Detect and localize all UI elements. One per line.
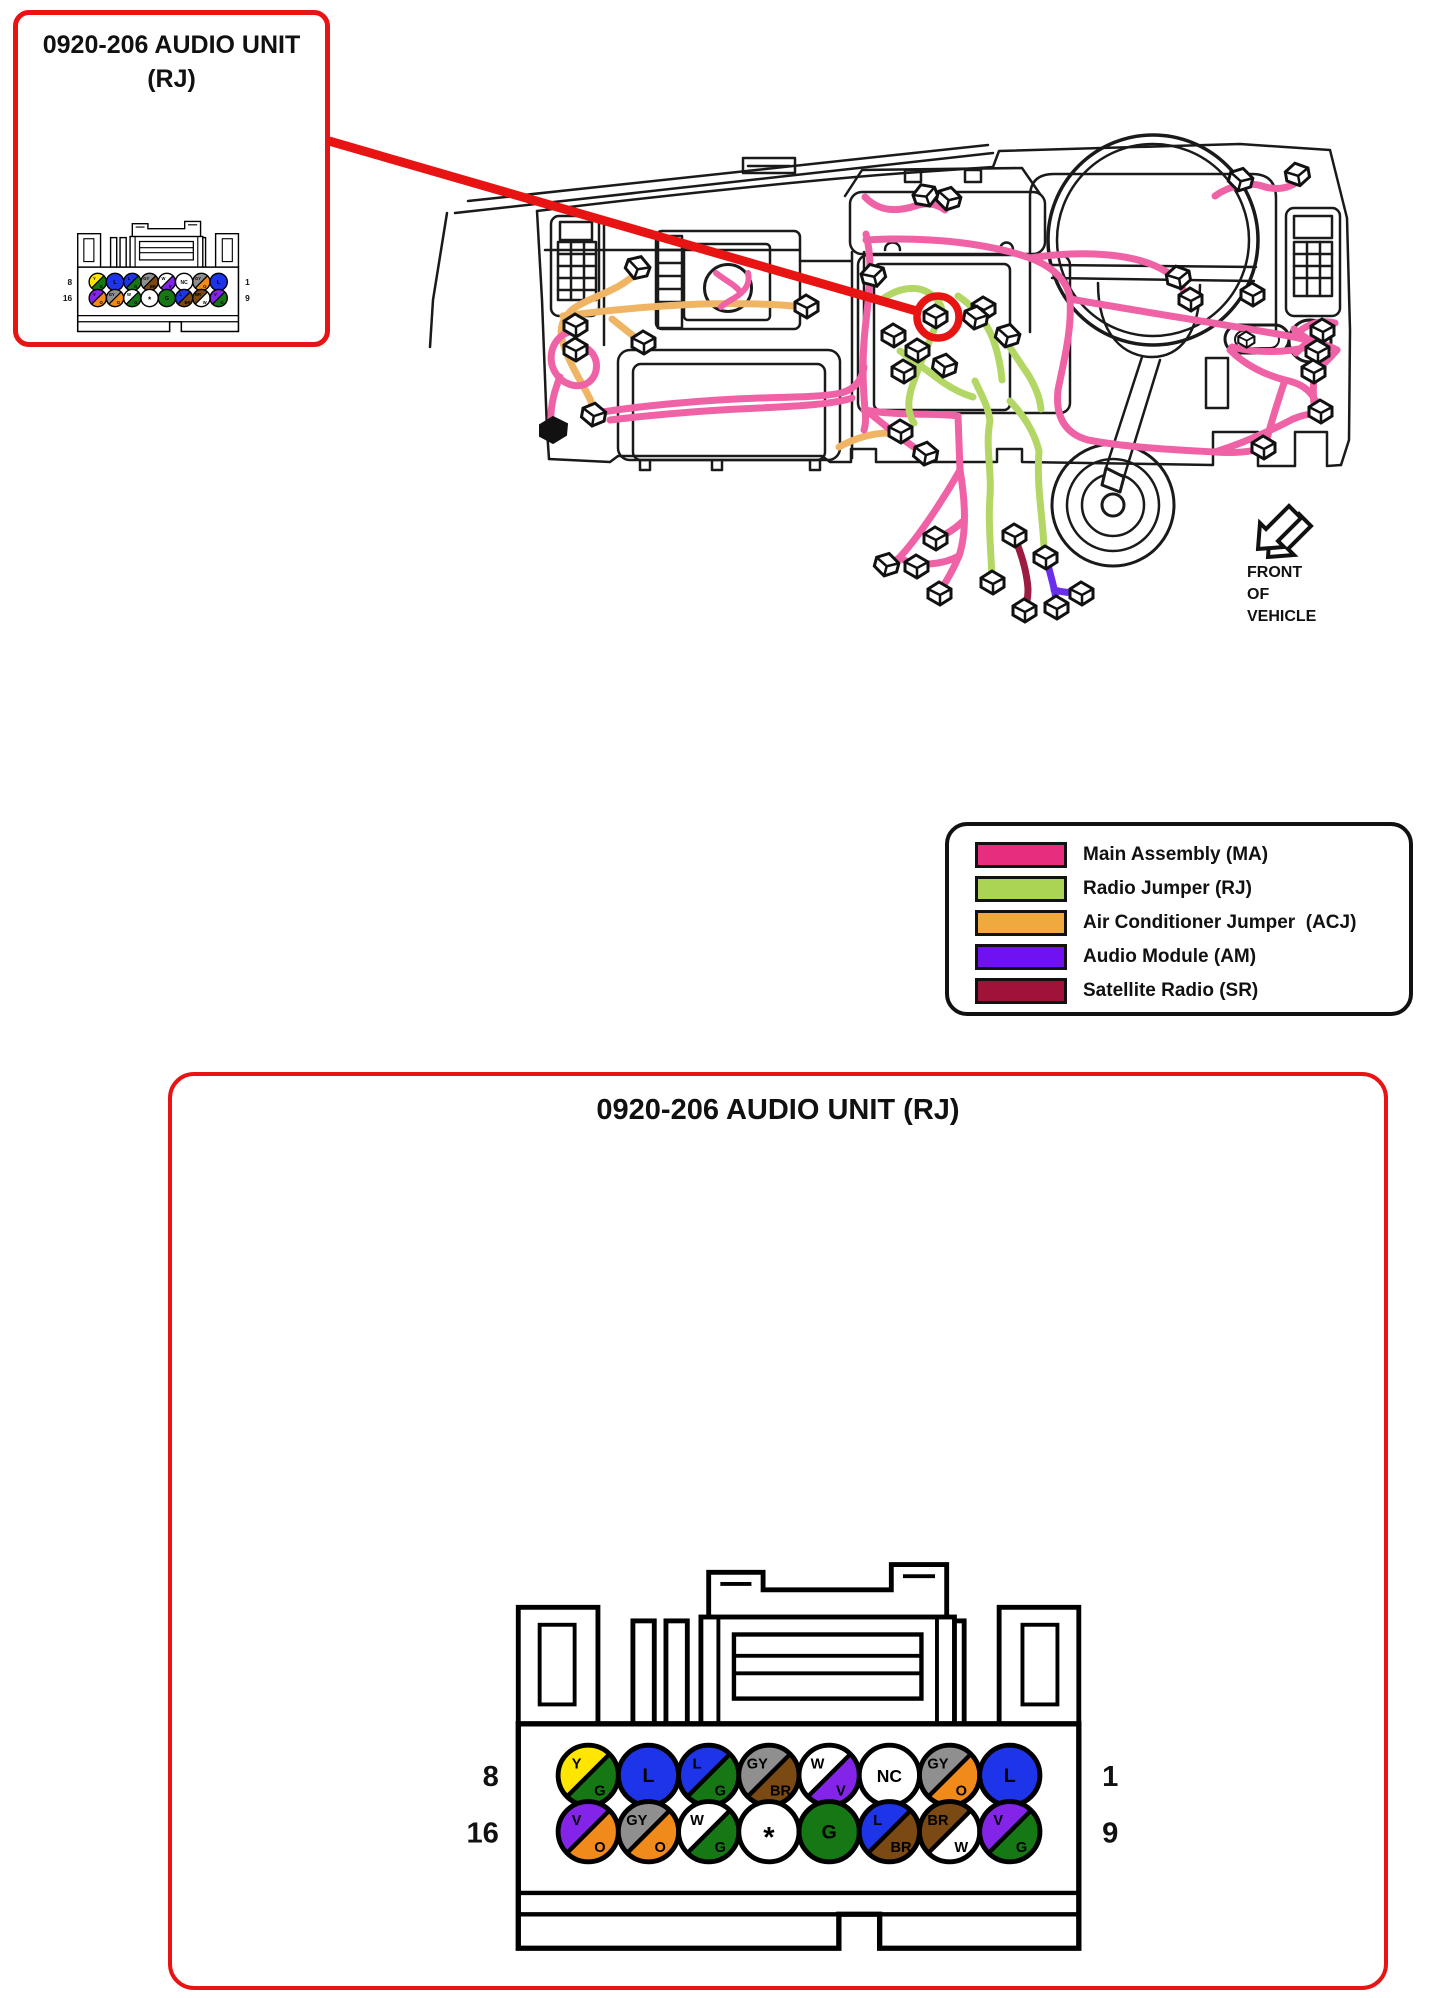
svg-text:L: L (873, 1812, 883, 1829)
svg-text:W: W (690, 1812, 704, 1829)
legend-label: Radio Jumper (RJ) (1083, 878, 1252, 899)
legend-swatch-main-assembly (975, 842, 1067, 868)
legend-swatch-satellite-radio (975, 978, 1067, 1004)
legend-item (975, 872, 1409, 906)
legend-swatch-air-conditioner-jumper (975, 910, 1067, 936)
svg-text:BR: BR (149, 283, 156, 289)
wire-satellite-radio (1016, 541, 1028, 608)
legend-swatch-radio-jumper (975, 876, 1067, 902)
harness-legend (945, 822, 1413, 1016)
svg-text:GY: GY (927, 1756, 949, 1773)
connector-pin (859, 1745, 919, 1805)
svg-text:O: O (594, 1840, 606, 1857)
svg-text:V: V (93, 292, 96, 298)
pin-row-number: 1 (245, 276, 250, 287)
svg-text:V: V (168, 283, 172, 289)
svg-text:BR: BR (890, 1840, 912, 1857)
svg-text:Y: Y (93, 275, 96, 281)
pin-row-number: 9 (245, 293, 250, 304)
svg-text:O: O (955, 1783, 967, 1800)
pin-row-number: 9 (1102, 1817, 1119, 1850)
svg-text:Y: Y (571, 1756, 582, 1773)
pin-row-number: 16 (466, 1817, 499, 1850)
svg-text:NC: NC (876, 1766, 902, 1787)
connector-pin (799, 1802, 859, 1862)
svg-text:G: G (164, 296, 170, 303)
svg-text:O: O (116, 299, 121, 305)
svg-text:G: G (220, 299, 224, 305)
svg-text:G: G (821, 1821, 837, 1844)
svg-text:BR: BR (184, 299, 191, 305)
pin-row-number: 1 (1102, 1761, 1119, 1794)
connector-pin (106, 273, 123, 290)
svg-text:GY: GY (626, 1812, 648, 1829)
svg-text:L: L (113, 279, 117, 286)
connector-pin (210, 273, 227, 290)
svg-text:G: G (134, 283, 138, 289)
legend-label: Air Conditioner Jumper (ACJ) (1083, 912, 1357, 933)
svg-text:G: G (594, 1783, 606, 1800)
connector-pin (175, 273, 192, 290)
front-of-vehicle-arrow-icon (1258, 506, 1311, 557)
svg-text:V: V (835, 1783, 846, 1800)
svg-text:O: O (99, 299, 103, 305)
svg-text:G: G (714, 1783, 727, 1800)
harness-connectors (540, 161, 1334, 622)
svg-text:BR: BR (770, 1783, 792, 1800)
callout-title (18, 29, 325, 97)
svg-text:BR: BR (927, 1812, 949, 1829)
legend-label: Satellite Radio (SR) (1083, 980, 1259, 1001)
svg-text:O: O (654, 1840, 666, 1857)
svg-text:L: L (127, 275, 131, 281)
svg-text:W: W (127, 292, 131, 298)
svg-text:VEHICLE: VEHICLE (1247, 608, 1317, 625)
connector-pin (141, 289, 158, 306)
audio-connector-diagram-large (450, 1549, 1150, 1957)
pin-row-number: 8 (67, 276, 73, 287)
svg-text:L: L (1003, 1765, 1016, 1788)
pin-row-number: 8 (482, 1761, 499, 1794)
svg-text:L: L (179, 292, 183, 298)
ground-connector (540, 417, 567, 443)
svg-text:W: W (161, 275, 166, 281)
svg-text:GY: GY (195, 275, 202, 281)
connector-pin (980, 1745, 1040, 1805)
legend-item (975, 906, 1409, 940)
legend-item (975, 940, 1409, 974)
svg-text:GY: GY (143, 275, 150, 281)
svg-text:GY: GY (108, 292, 115, 298)
callout-title-line1: 0920-206 AUDIO UNIT (42, 31, 301, 59)
audio-connector-diagram-small (58, 217, 259, 334)
svg-text:V: V (571, 1812, 582, 1829)
svg-text:V: V (213, 292, 217, 298)
callout-title-line2: (RJ) (147, 64, 196, 93)
legend-item (975, 974, 1409, 1008)
front-of-vehicle-label (1247, 564, 1317, 625)
svg-text:G: G (1015, 1840, 1028, 1857)
legend-label: Audio Module (AM) (1083, 946, 1257, 967)
svg-text:*: * (147, 294, 152, 305)
svg-text:G: G (714, 1840, 727, 1857)
svg-text:NC: NC (180, 279, 188, 286)
pin-row-number: 16 (62, 293, 73, 304)
connector-pin (739, 1802, 799, 1862)
detail-box-title: 0920-206 AUDIO UNIT (RJ) (596, 1094, 960, 1126)
connector-pin (618, 1745, 678, 1805)
svg-text:W: W (954, 1840, 969, 1857)
svg-text:GY: GY (746, 1756, 768, 1773)
svg-text:G: G (134, 299, 138, 305)
svg-text:W: W (202, 299, 207, 305)
legend-label: Main Assembly (MA) (1083, 844, 1269, 865)
svg-text:L: L (216, 279, 221, 286)
legend-item (975, 838, 1409, 872)
svg-text:O: O (203, 283, 207, 289)
svg-text:V: V (993, 1812, 1004, 1829)
svg-text:OF: OF (1247, 586, 1270, 603)
svg-text:*: * (763, 1822, 775, 1855)
svg-text:G: G (99, 283, 103, 289)
svg-text:FRONT: FRONT (1247, 564, 1303, 581)
svg-text:L: L (642, 1765, 655, 1788)
legend-swatch-audio-module (975, 944, 1067, 970)
connector-pin (158, 289, 175, 306)
svg-text:BR: BR (195, 292, 202, 298)
svg-text:L: L (692, 1756, 702, 1773)
svg-text:W: W (810, 1756, 825, 1773)
